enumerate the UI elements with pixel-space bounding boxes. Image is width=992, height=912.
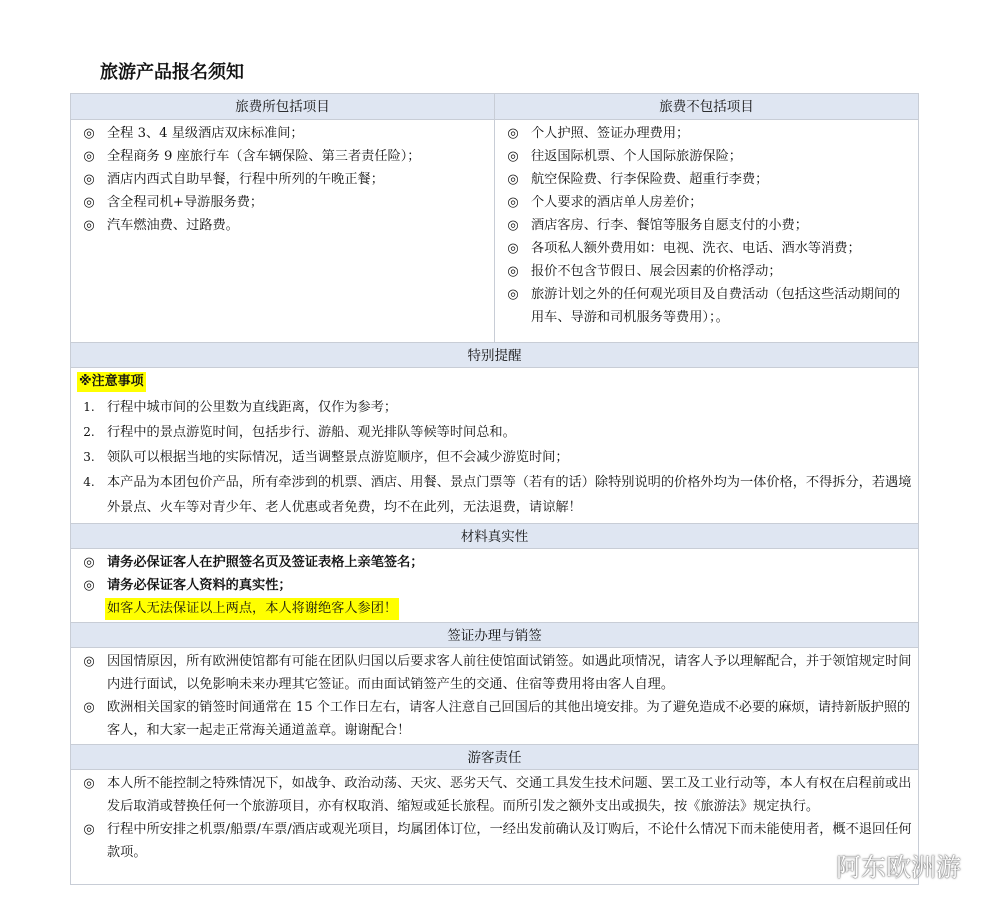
bullet-icon: ◎: [83, 195, 95, 210]
item-text: 本人所不能控制之特殊情况下，如战争、政治动荡、天灾、恶劣天气、交通工具发生技术问题、罢工及工业行动等，本人有权在启程前或出发后取消或替换任何一个旅游项目，亦有权取消、缩短或延长旅程。而所引发之额外支出或损失，按《旅游法》规定执行。: [107, 776, 912, 814]
note-label: ※注意事项: [77, 372, 146, 392]
page-title: 旅游产品报名须知: [100, 62, 244, 83]
list-item: [495, 191, 918, 214]
item-text: 往返国际机票、个人国际旅游保险；: [531, 149, 742, 164]
included-column: [71, 94, 495, 342]
bullet-icon: ◎: [83, 218, 95, 233]
list-item: [71, 650, 918, 696]
bullet-icon: ◎: [83, 822, 95, 837]
bullet-icon: ◎: [507, 126, 519, 141]
item-text: 酒店内西式自助早餐，行程中所列的午晚正餐；: [107, 172, 384, 187]
item-number: 2.: [83, 425, 95, 439]
list-item: [71, 772, 918, 818]
item-text: 请务必保证客人资料的真实性；: [107, 578, 292, 593]
list-item: [495, 214, 918, 237]
bullet-icon: ◎: [83, 172, 95, 187]
wechat-icon: [800, 854, 830, 878]
visa-list: [71, 648, 918, 744]
watermark: [800, 848, 961, 884]
item-text: 报价不包含节假日、展会因素的价格浮动；: [531, 264, 782, 279]
excluded-column: [495, 94, 918, 342]
authenticity-header: 材料真实性: [71, 523, 918, 549]
item-text: 全程 3、4 星级酒店双床标准间；: [107, 126, 304, 141]
item-text: 个人要求的酒店单人房差价；: [531, 195, 703, 210]
item-text: 行程中的景点游览时间，包括步行、游船、观光排队等候等时间总和。: [107, 425, 516, 440]
bullet-icon: ◎: [83, 578, 95, 593]
bullet-icon: ◎: [83, 555, 95, 570]
list-item: [71, 696, 918, 742]
list-item: [71, 214, 494, 237]
list-item: [495, 283, 918, 329]
item-text: 各项私人额外费用如：电视、洗衣、电话、酒水等消费；: [531, 241, 861, 256]
visa-header: 签证办理与销签: [71, 622, 918, 648]
item-number: 3.: [83, 450, 95, 464]
list-item: [71, 818, 918, 864]
item-text: 行程中所安排之机票/船票/车票/酒店或观光项目，均属团体订位，一经出发前确认及订购后，不论什么情况下而未能使用者，概不退回任何款项。: [107, 822, 912, 860]
item-text: 酒店客房、行李、餐馆等服务自愿支付的小费；: [531, 218, 808, 233]
item-text: 欧洲相关国家的销签时间通常在 15 个工作日左右，请客人注意自己回国后的其他出境安排。为了避免造成不必要的麻烦，请持新版护照的客人，和大家一起走正常海关通道盖章。谢谢配合！: [107, 700, 911, 738]
list-item: [495, 237, 918, 260]
visa-section: [71, 622, 918, 744]
bullet-icon: ◎: [507, 172, 519, 187]
bullet-icon: ◎: [507, 287, 519, 302]
bullet-icon: ◎: [507, 241, 519, 256]
item-text: 旅游计划之外的任何观光项目及自费活动（包括这些活动期间的用车、导游和司机服务等费用）；。: [531, 287, 901, 325]
notice-table: [70, 93, 919, 885]
special-section: [71, 342, 918, 523]
list-item: [71, 191, 494, 214]
item-text: 因国情原因，所有欧洲使馆都有可能在团队归国以后要求客人前往使馆面试销签。如遇此项情况，请客人予以理解配合，并于领馆规定时间内进行面试，以免影响未来办理其它签证。而由面试销签产生的交通、住宿等费用将由客人自理。: [107, 654, 912, 692]
item-text: 含全程司机+导游服务费；: [107, 195, 264, 210]
bullet-icon: ◎: [507, 218, 519, 233]
bullet-icon: ◎: [507, 195, 519, 210]
list-item: [495, 122, 918, 145]
bullet-icon: ◎: [83, 654, 95, 669]
bullet-icon: ◎: [83, 149, 95, 164]
list-item: [71, 145, 494, 168]
responsibility-list: [71, 770, 918, 866]
bullet-icon: ◎: [507, 264, 519, 279]
watermark-text: 阿东欧洲游: [836, 853, 962, 882]
item-text: 行程中城市间的公里数为直线距离，仅作为参考；: [107, 400, 398, 415]
responsibility-section: [71, 744, 918, 866]
numbered-item: [71, 420, 918, 445]
list-item: [495, 168, 918, 191]
item-text: 汽车燃油费、过路费。: [107, 218, 239, 233]
special-list: [71, 392, 918, 523]
included-header: 旅费所包括项目: [71, 94, 494, 120]
item-text: 全程商务 9 座旅行车（含车辆保险、第三者责任险）；: [107, 149, 421, 164]
bullet-icon: ◎: [83, 776, 95, 791]
item-number: 4.: [83, 475, 95, 489]
item-text: 领队可以根据当地的实际情况，适当调整景点游览顺序，但不会减少游览时间；: [107, 450, 569, 465]
item-text: 请务必保证客人在护照签名页及签证表格上亲笔签名；: [107, 555, 424, 570]
list-item: [71, 551, 918, 574]
responsibility-header: 游客责任: [71, 744, 918, 770]
list-item: [71, 122, 494, 145]
list-item: [495, 145, 918, 168]
item-number: 1.: [83, 400, 95, 414]
item-text: 个人护照、签证办理费用；: [531, 126, 690, 141]
excluded-header: 旅费不包括项目: [495, 94, 918, 120]
authenticity-list: [71, 549, 918, 597]
numbered-item: [71, 470, 918, 520]
authenticity-section: [71, 523, 918, 622]
included-list: [71, 120, 494, 237]
list-item: [71, 168, 494, 191]
numbered-item: [71, 445, 918, 470]
authenticity-warning: 如客人无法保证以上两点，本人将谢绝客人参团！: [105, 598, 399, 620]
bullet-icon: ◎: [83, 126, 95, 141]
list-item: [71, 574, 918, 597]
excluded-list: [495, 120, 918, 329]
special-header: 特别提醒: [71, 342, 918, 368]
item-text: 本产品为本团包价产品，所有牵涉到的机票、酒店、用餐、景点门票等（若有的话）除特别说明的价格外均为一体价格，不得拆分，若遇境外景点、火车等对青少年、老人优惠或者免费，均不在此列，无法退费，请谅解！: [107, 475, 912, 515]
list-item: [495, 260, 918, 283]
cost-section: [71, 94, 918, 342]
bullet-icon: ◎: [507, 149, 519, 164]
numbered-item: [71, 395, 918, 420]
bullet-icon: ◎: [83, 700, 95, 715]
item-text: 航空保险费、行李保险费、超重行李费；: [531, 172, 769, 187]
